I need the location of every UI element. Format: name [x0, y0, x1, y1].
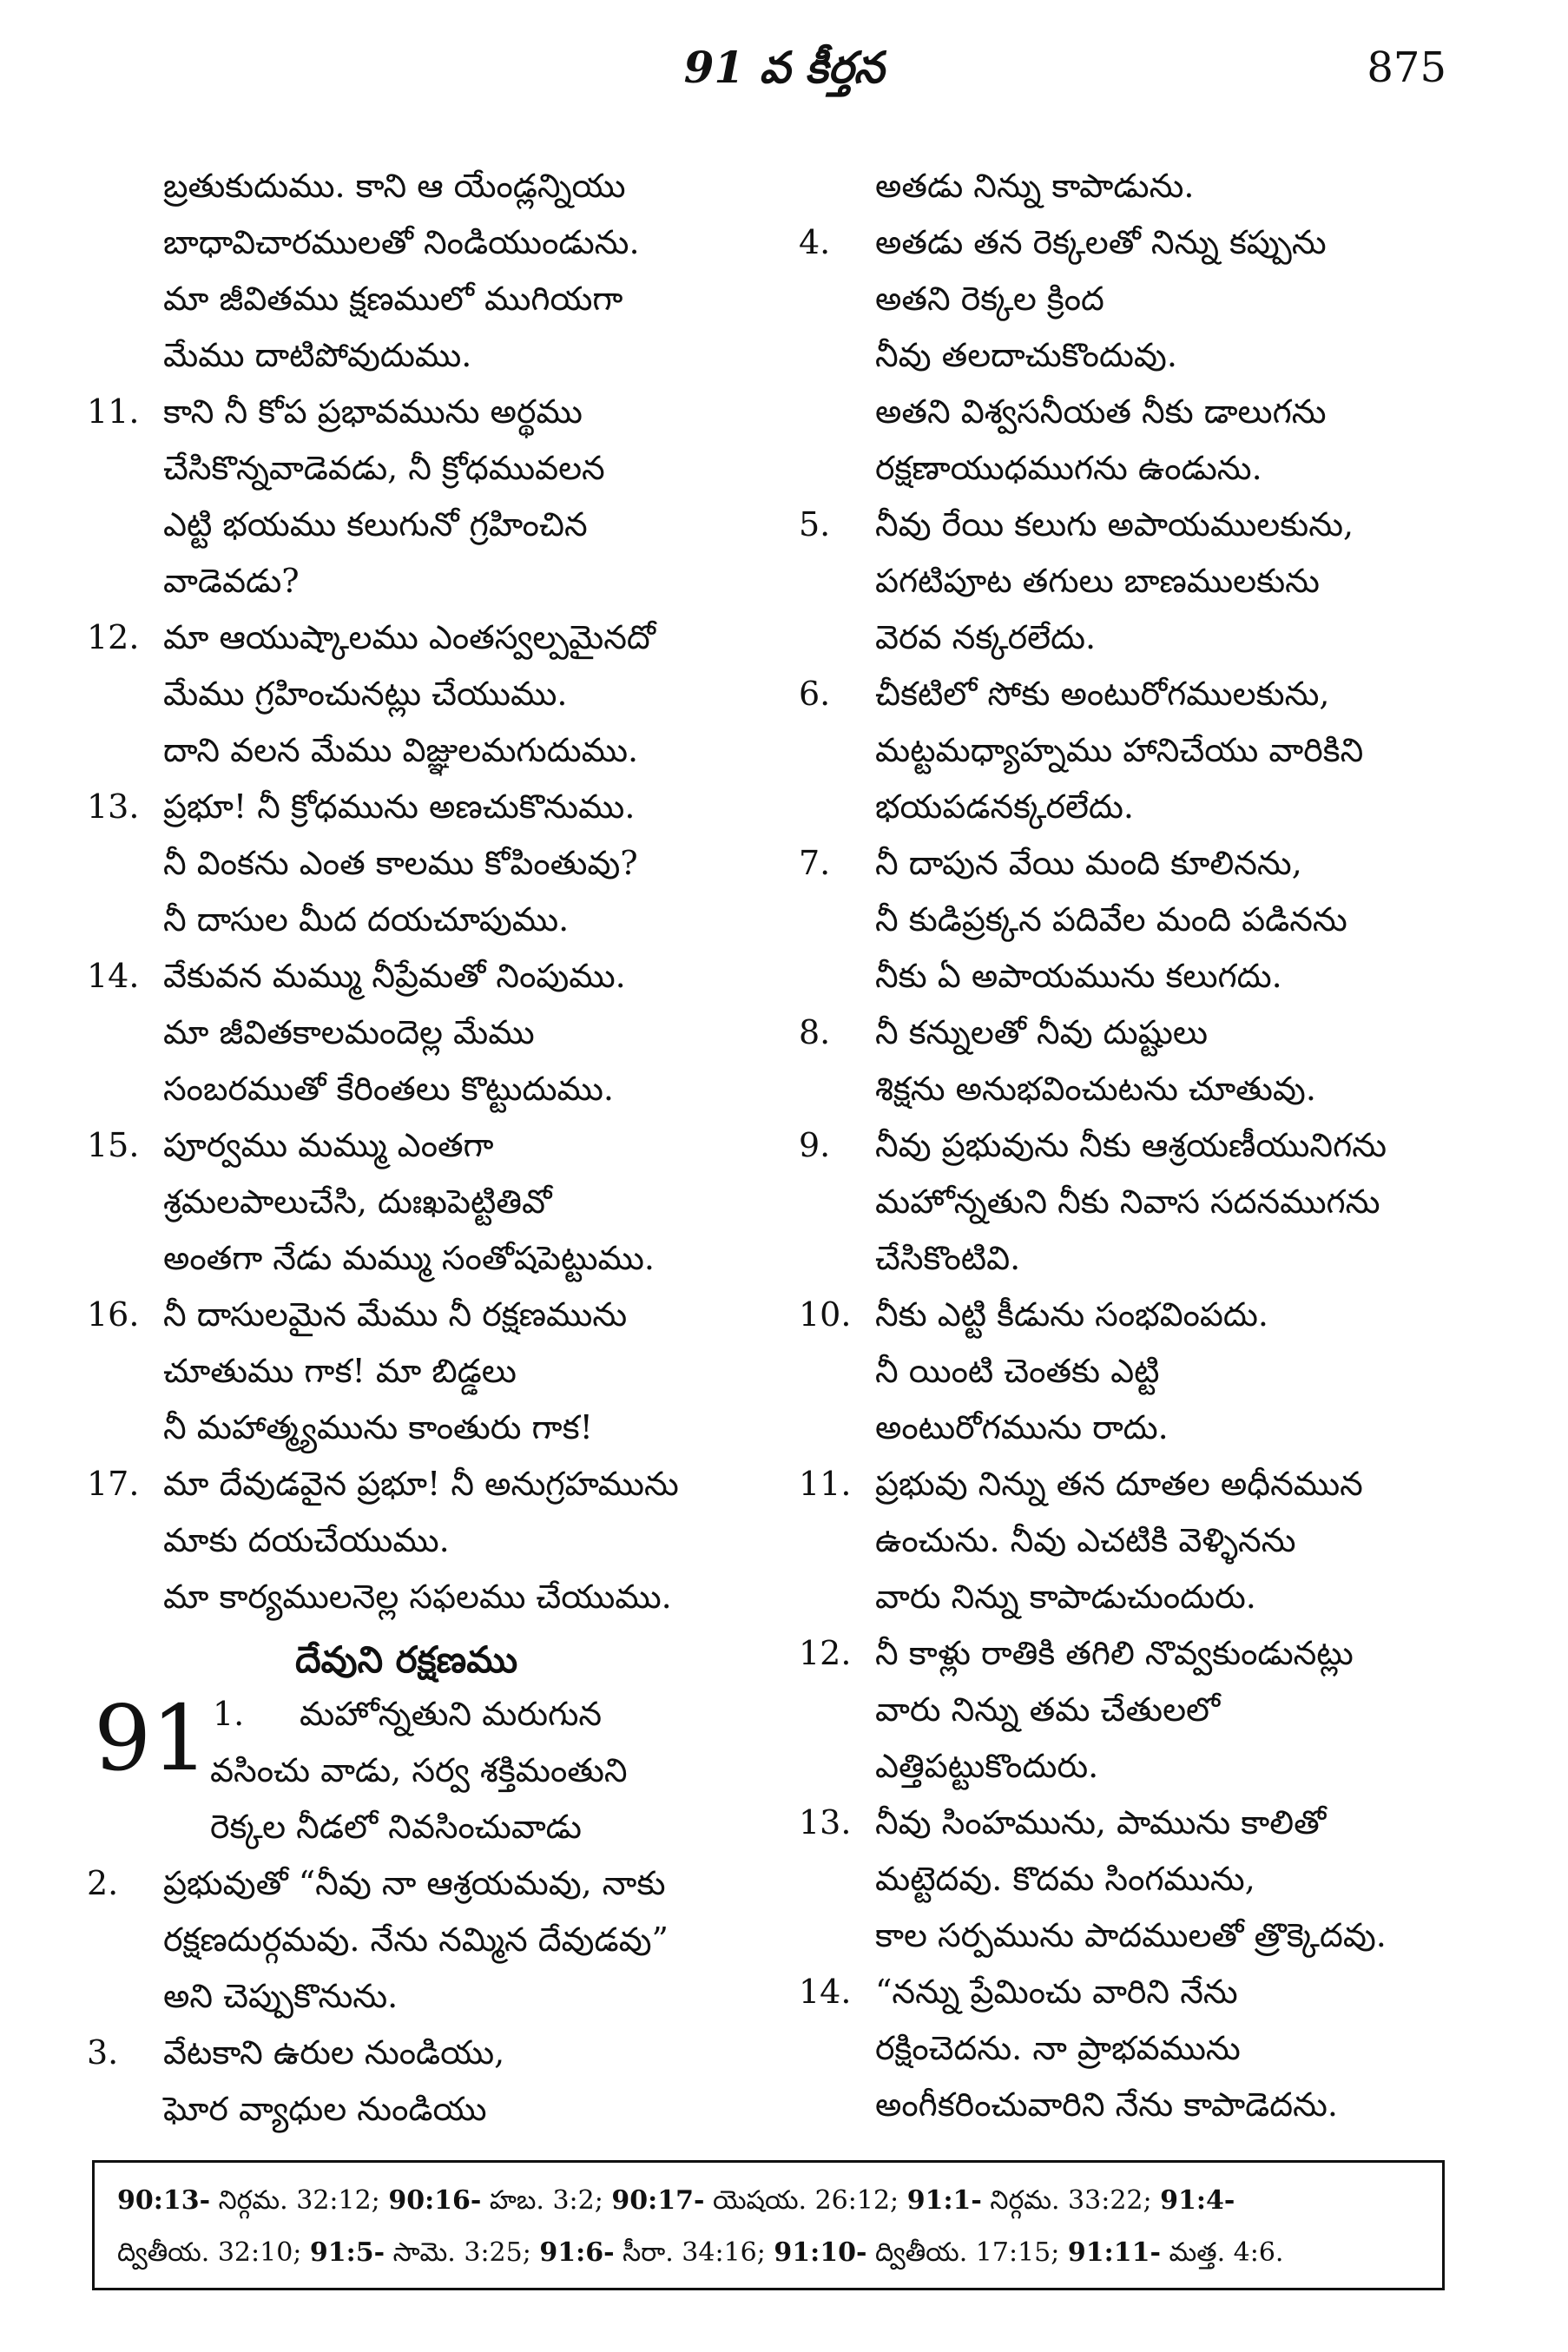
verse-number: 14.: [799, 1973, 852, 2011]
verse-number: 11.: [87, 392, 140, 431]
text-line: కాల సర్పమును పాదములతో త్రొక్కెదవు.: [875, 1916, 1387, 1954]
section-heading: దేవుని రక్షణము: [295, 1638, 518, 1681]
verse: [799, 497, 1459, 666]
verse-number: 13.: [87, 787, 140, 826]
left-column: [87, 158, 747, 2138]
verse-number: 7.: [799, 844, 831, 882]
text-line: నీవు రేయి కలుగు అపాయములకును,: [875, 505, 1354, 544]
reference-text: ద్వితీయ. 17:15;: [866, 2237, 1068, 2268]
text-line: నీవు ప్రభువును నీకు ఆశ్రయణీయునిగను: [875, 1126, 1387, 1164]
psalm-number: 91: [94, 1685, 209, 1791]
verse-number: 6.: [799, 675, 831, 713]
reference-key: 90:17-: [611, 2185, 705, 2216]
text-line: నీ దాసుల మీద దయచూపుము.: [163, 900, 570, 939]
text-line: బ్రతుకుదుము. కాని ఆ యేండ్లన్నియు: [163, 167, 626, 205]
text-line: నీ దాసులమైన మేము నీ రక్షణమును: [163, 1295, 628, 1334]
text-line: ఘోర వ్యాధుల నుండియు: [163, 2090, 487, 2128]
psalm-91-start: [87, 1634, 747, 2138]
text-line: వసించు వాడు, సర్వ శక్తిమంతుని: [210, 1751, 628, 1789]
cross-reference-row: [117, 2227, 1420, 2279]
text-line: వేకువన మమ్ము నీప్రేమతో నింపుము.: [163, 957, 626, 995]
reference-key: 90:16-: [388, 2185, 482, 2216]
verse: [87, 1855, 747, 2025]
text-line: మాకు దయచేయుము.: [163, 1521, 450, 1559]
reference-text: సామె. 3:25;: [385, 2237, 540, 2268]
text-line: కాని నీ కోప ప్రభావమును అర్థము: [163, 392, 583, 431]
verse-number: 14.: [87, 957, 140, 995]
page-header: [0, 35, 1568, 113]
continuation-text: [87, 158, 747, 384]
verse: [799, 1287, 1459, 1456]
text-line: చూతుము గాక! మా బిడ్డలు: [163, 1352, 517, 1390]
text-line: ప్రభూ! నీ క్రోధమును అణచుకొనుము.: [163, 787, 636, 826]
verse: [87, 1117, 747, 1287]
verse-number: 4.: [799, 223, 831, 261]
text-line: బాధావిచారములతో నిండియుండును.: [163, 223, 640, 261]
reference-key: 91:4-: [1160, 2185, 1235, 2216]
verse: [799, 1117, 1459, 1287]
text-line: ప్రభువు నిన్ను తన దూతల అధీనమున: [875, 1465, 1363, 1503]
text-line: అతని రెక్కల క్రింద: [875, 280, 1104, 318]
verse-number: 12.: [87, 618, 140, 656]
reference-key: 90:13-: [117, 2185, 211, 2216]
page-number: 875: [1367, 43, 1446, 92]
cross-reference-row: [117, 2175, 1420, 2227]
verse: [87, 948, 747, 1117]
continuation-text: [799, 158, 1459, 214]
text-line: మేము దాటిపోవుదుము.: [163, 336, 472, 374]
verse: [799, 666, 1459, 835]
reference-text: హబ. 3:2;: [481, 2185, 612, 2216]
verse-number: 3.: [87, 2033, 119, 2072]
text-line: నీ వింకను ఎంత కాలము కోపింతువు?: [163, 844, 638, 882]
verse-number: 13.: [799, 1803, 852, 1841]
right-column: [799, 158, 1459, 2133]
text-line: మా జీవితకాలమందెల్ల మేము: [163, 1013, 535, 1051]
verse: [87, 779, 747, 948]
verse: [799, 1005, 1459, 1117]
text-line: అంతగా నేడు మమ్ము సంతోషపెట్టుము.: [163, 1239, 655, 1277]
text-line: వేటకాని ఉరుల నుండియు,: [163, 2033, 505, 2072]
text-line: వెరవ నక్కరలేదు.: [875, 618, 1097, 656]
verse: [87, 384, 747, 609]
verse-number: 9.: [799, 1126, 831, 1164]
text-line: ఎట్టి భయము కలుగునో గ్రహించిన: [163, 505, 588, 544]
text-line: పూర్వము మమ్ము ఎంతగా: [163, 1126, 494, 1164]
text-line: చీకటిలో సోకు అంటురోగములకును,: [875, 675, 1330, 713]
text-line: వారు నిన్ను కాపాడుచుందురు.: [875, 1578, 1256, 1616]
verse: [799, 835, 1459, 1005]
cross-reference-box: [92, 2160, 1445, 2290]
text-line: నీకు ఏ అపాయమును కలుగదు.: [875, 957, 1282, 995]
text-line: మేము గ్రహించునట్లు చేయుము.: [163, 675, 568, 713]
verse-number: 15.: [87, 1126, 140, 1164]
text-line: నీ కుడిప్రక్కన పదివేల మంది పడినను: [875, 900, 1347, 939]
text-line: నీవు సింహమును, పామును కాలితో: [875, 1803, 1327, 1841]
verse: [87, 609, 747, 779]
text-line: రక్షణదుర్గమవు. నేను నమ్మిన దేవుడవు”: [163, 1920, 669, 1959]
reference-key: 91:11-: [1067, 2237, 1161, 2268]
text-line: అంగీకరించువారిని నేను కాపాడెదను.: [875, 2085, 1338, 2124]
text-line: మా ఆయుష్కాలము ఎంతస్వల్పమైనదో: [163, 618, 656, 656]
verse: [799, 1964, 1459, 2133]
reference-key: 91:5-: [309, 2237, 385, 2268]
text-line: రక్షించెదను. నా ప్రాభవమును: [875, 2029, 1241, 2067]
text-line: రెక్కల నీడలో నివసించువాడు: [210, 1808, 582, 1846]
reference-text: ద్వితీయ. 32:10;: [117, 2237, 310, 2268]
text-line: ప్రభువుతో “నీవు నా ఆశ్రయమవు, నాకు: [163, 1864, 666, 1902]
text-line: అని చెప్పుకొనును.: [163, 1977, 399, 2015]
verse-number: 8.: [799, 1013, 831, 1051]
text-line: దాని వలన మేము విజ్ఞులమగుదుము.: [163, 731, 639, 769]
reference-text: మత్త. 4:6.: [1160, 2237, 1284, 2268]
text-line: అతని విశ్వసనీయత నీకు డాలుగను: [875, 392, 1327, 431]
reference-key: 91:10-: [774, 2237, 867, 2268]
text-line: ఎత్తిపట్టుకొందురు.: [875, 1747, 1099, 1785]
text-line: వాడెవడు?: [163, 562, 300, 600]
verse: [87, 1686, 747, 1855]
reference-text: నిర్గమ. 33:22;: [981, 2185, 1161, 2216]
text-line: చేసికొంటివి.: [875, 1239, 1021, 1277]
verse-number: 1.: [213, 1695, 245, 1733]
verse: [87, 1287, 747, 1456]
verse-number: 2.: [87, 1864, 119, 1902]
reference-key: 91:1-: [906, 2185, 982, 2216]
text-line: రక్షణాయుధముగను ఉండును.: [875, 449, 1262, 487]
text-line: ఉంచును. నీవు ఎచటికి వెళ్ళినను: [875, 1521, 1296, 1559]
text-line: నీ కాళ్లు రాతికి తగిలి నొవ్వకుండునట్లు: [875, 1634, 1354, 1672]
verse-number: 5.: [799, 505, 831, 544]
text-line: అంటురోగమును రాదు.: [875, 1408, 1169, 1446]
reference-text: నిర్గమ. 32:12;: [210, 2185, 389, 2216]
text-line: నీకు ఎట్టి కీడును సంభవింపదు.: [875, 1295, 1268, 1334]
text-line: నీ దాపున వేయి మంది కూలినను,: [875, 844, 1302, 882]
verse-number: 17.: [87, 1465, 140, 1503]
text-line: వారు నిన్ను తమ చేతులలో: [875, 1690, 1221, 1729]
text-line: మహోన్నతుని నీకు నివాస సదనముగను: [875, 1183, 1380, 1221]
reference-key: 91:6-: [539, 2237, 615, 2268]
verse: [799, 1456, 1459, 1625]
verse: [87, 1456, 747, 1625]
text-line: నీ యింటి చెంతకు ఎట్టి: [875, 1352, 1160, 1390]
verse-number: 12.: [799, 1634, 852, 1672]
text-line: భయపడనక్కరలేదు.: [875, 787, 1134, 826]
verse: [799, 1625, 1459, 1795]
text-line: మా కార్యములనెల్ల సఫలము చేయుము.: [163, 1578, 672, 1616]
text-line: మట్టెదవు. కొదమ సింగమును,: [875, 1860, 1255, 1898]
text-line: పగటిపూట తగులు బాణములకును: [875, 562, 1320, 600]
verse: [799, 1795, 1459, 1964]
text-line: మట్టమధ్యాహ్నము హానిచేయు వారికిని: [875, 731, 1364, 769]
text-line: అతడు నిన్ను కాపాడును.: [875, 167, 1195, 205]
text-line: నీవు తలదాచుకొందువు.: [875, 336, 1177, 374]
text-line: నీ మహాత్మ్యమును కాంతురు గాక!: [163, 1408, 593, 1446]
running-title: 91 వ కీర్తన: [683, 42, 885, 93]
text-line: “నన్ను ప్రేమించు వారిని నేను: [875, 1973, 1238, 2011]
verse-number: 16.: [87, 1295, 140, 1334]
verse: [87, 2025, 747, 2138]
reference-text: యెషయ. 26:12;: [704, 2185, 907, 2216]
text-line: అతడు తన రెక్కలతో నిన్ను కప్పును: [875, 223, 1327, 261]
text-line: చేసికొన్నవాడెవడు, నీ క్రోధమువలన: [163, 449, 605, 487]
verse-number: 10.: [799, 1295, 852, 1334]
text-line: శ్రమలపాలుచేసి, దుఃఖపెట్టితివో: [163, 1183, 552, 1221]
text-line: మహోన్నతుని మరుగున: [300, 1695, 603, 1733]
reference-text: సీరా. 34:16;: [614, 2237, 774, 2268]
text-line: నీ కన్నులతో నీవు దుష్టులు: [875, 1013, 1208, 1051]
text-line: శిక్షను అనుభవించుటను చూతువు.: [875, 1070, 1316, 1108]
text-line: మా దేవుడవైన ప్రభూ! నీ అనుగ్రహమును: [163, 1465, 679, 1503]
verse-number: 11.: [799, 1465, 852, 1503]
text-line: సంబరముతో కేరింతలు కొట్టుదుము.: [163, 1070, 614, 1108]
text-line: మా జీవితము క్షణములో ముగియగా: [163, 280, 623, 318]
verse: [799, 214, 1459, 497]
